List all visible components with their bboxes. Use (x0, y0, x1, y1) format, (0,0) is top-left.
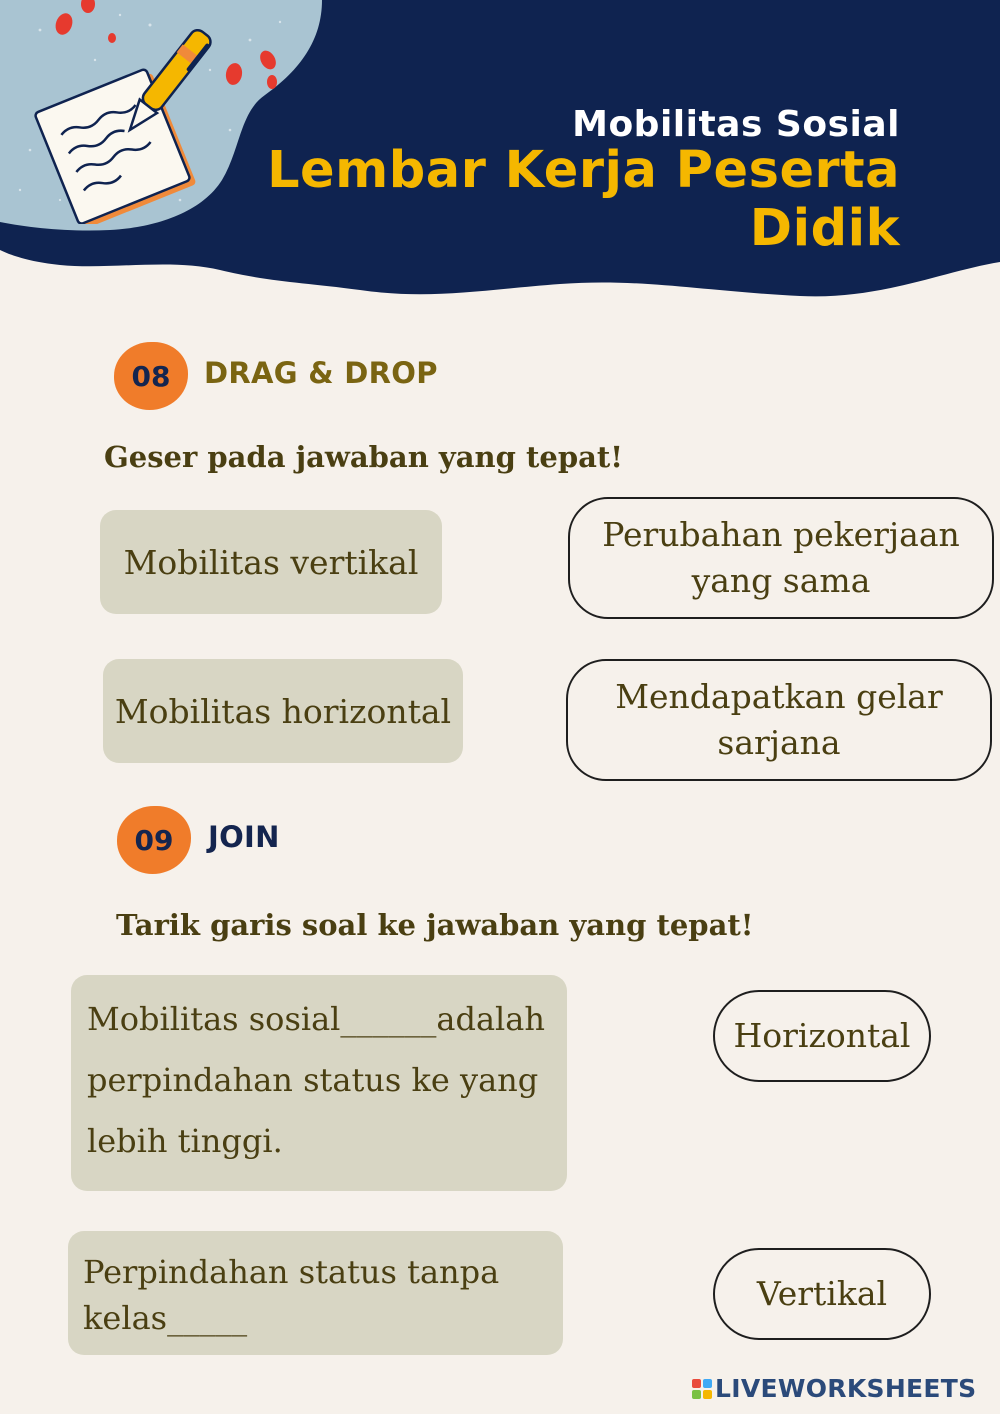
pen-icon (110, 20, 220, 150)
worksheet-title: Lembar Kerja Peserta Didik (267, 141, 900, 258)
drop-target-degree[interactable]: Mendapatkan gelar sarjana (566, 659, 992, 781)
join-answer-horizontal[interactable]: Horizontal (713, 990, 931, 1082)
section-number-badge: 08 (114, 342, 188, 410)
join-answer-vertical[interactable]: Vertikal (713, 1248, 931, 1340)
liveworksheets-logo-icon (692, 1379, 712, 1399)
section-number-badge-join: 09 (117, 806, 191, 874)
join-instruction: Tarik garis soal ke jawaban yang tepat! (116, 908, 754, 942)
worksheet-subtitle: Mobilitas Sosial (572, 104, 900, 145)
join-question-2[interactable]: Perpindahan status tanpa kelas_____ (68, 1231, 563, 1355)
drag-item-horizontal[interactable]: Mobilitas horizontal (103, 659, 463, 763)
liveworksheets-logo[interactable] (692, 1374, 976, 1403)
section-title-drag-drop: DRAG & DROP (204, 356, 438, 390)
join-question-1[interactable]: Mobilitas sosial______adalah perpindahan status ke yang lebih tinggi. (71, 975, 567, 1191)
liveworksheets-logo-text: LIVEWORKSHEETS (715, 1374, 977, 1403)
drop-target-same-job[interactable]: Perubahan pekerjaan yang sama (568, 497, 994, 619)
drag-item-vertical[interactable]: Mobilitas vertikal (100, 510, 442, 614)
section-title-join: JOIN (208, 820, 280, 854)
drag-instruction: Geser pada jawaban yang tepat! (104, 440, 624, 474)
